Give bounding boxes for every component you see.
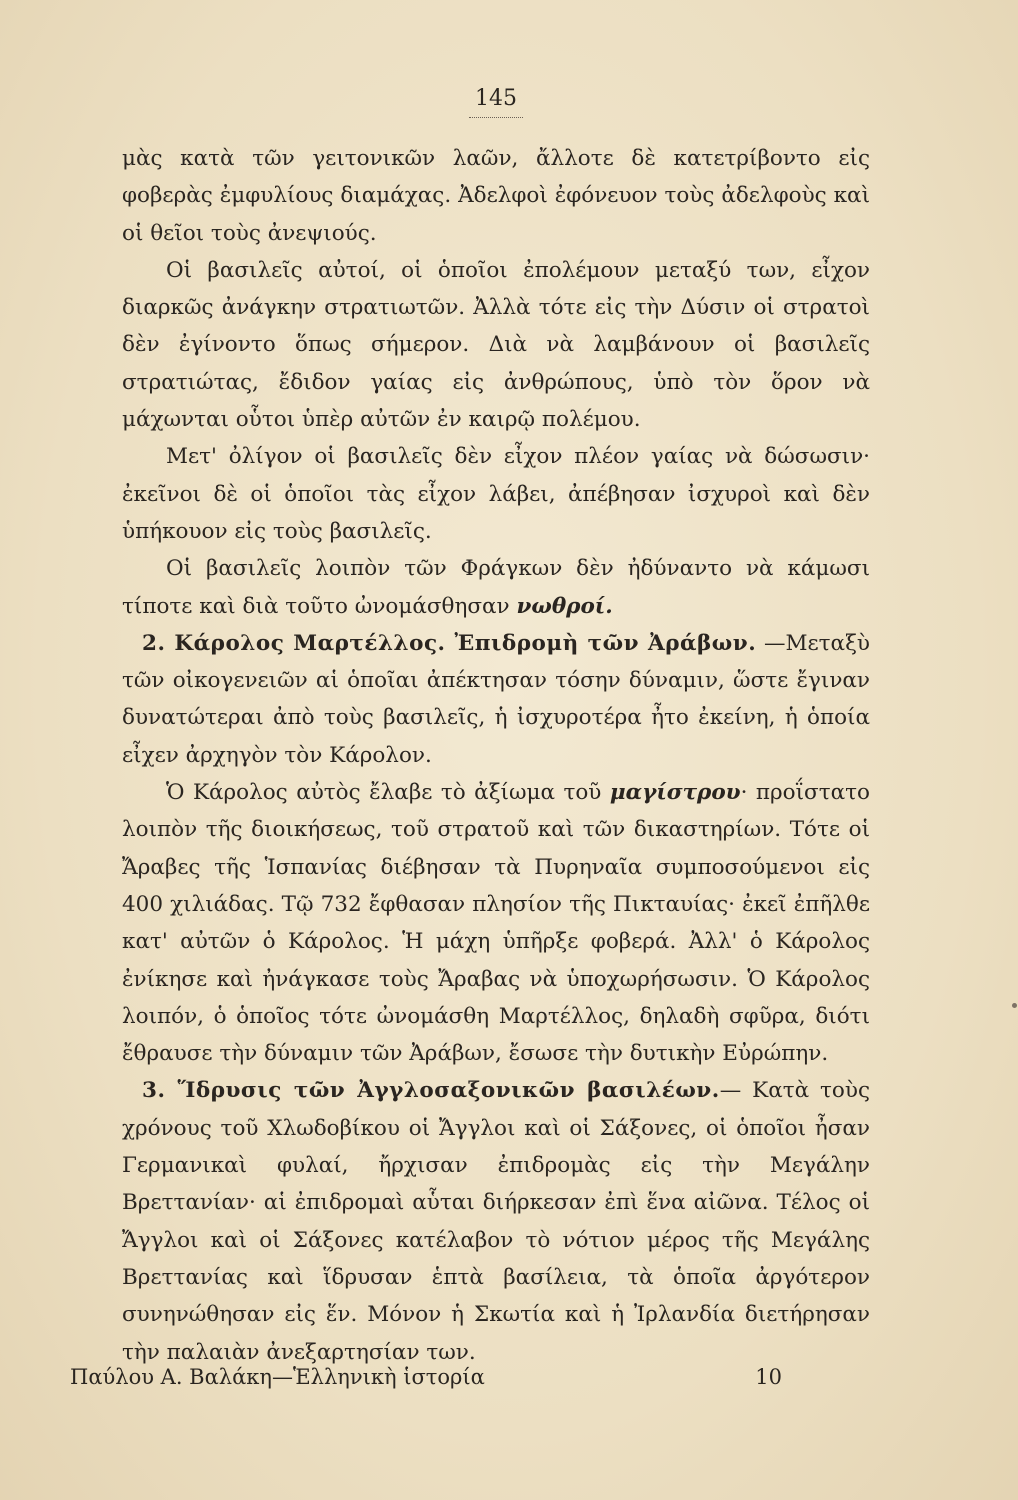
ink-spot [1012, 1003, 1017, 1008]
paragraph-2: Οἱ βασιλεῖς αὐτοί, οἱ ὁποῖοι ἐπολέμουν μεταξύ των, εἶχον διαρκῶς ἀνάγκην στρατιωτῶν. Ἀλλὰ τότε εἰς τὴν Δύσιν οἱ στρατοὶ δὲν ἐγίνοντο ὅπως σήμερον. Διὰ νὰ λαμβάνουν οἱ βασιλεῖς στρατιώτας, ἔδιδον γαίας εἰς ἀνθρώπους, ὑπὸ τὸν ὅρον νὰ μάχωνται οὗτοι ὑπὲρ αὐτῶν ἐν καιρῷ πολέμου. [122, 257, 870, 433]
footer-signature: 10 [755, 1365, 782, 1389]
page-number: 145 [122, 84, 870, 118]
section-2-text: —Μεταξὺ τῶν οἰκογενειῶν αἱ ὁποῖαι ἀπέκτησαν τόσην δύναμιν, ὥστε ἔγιναν δυνατώτεραι ἀπὸ τοὺς βασιλεῖς, ἡ ἰσχυροτέρα ἦτο ἐκείνη, ἡ ὁποία εἶχεν ἀρχηγὸν τὸν Κάρολον. [122, 630, 870, 768]
paragraph-1: μὰς κατὰ τῶν γειτονικῶν λαῶν, ἄλλοτε δὲ κατετρίβοντο εἰς φοβερὰς ἐμφυλίους διαμάχας. Ἀδελφοὶ ἐφόνευον τοὺς ἀδελφοὺς καὶ οἱ θεῖοι τοὺς ἀνεψιούς. [122, 146, 870, 246]
section-2 [122, 625, 870, 774]
body-text [122, 140, 870, 1371]
paragraph-4 [122, 550, 870, 625]
paragraph-5-text-a: Ὁ Κάρολος αὐτὸς ἔλαβε τὸ ἀξίωμα τοῦ [166, 780, 610, 806]
paragraph-5-text-b: · προΐστατο λοιπὸν τῆς διοικήσεως, τοῦ στρατοῦ καὶ τῶν δικαστηρίων. Τότε οἱ Ἄραβες τῆς Ἱσπανίας διέβησαν τὰ Πυρηναῖα συμποσούμενοι εἰς 400 χιλιάδας. Τῷ 732 ἔφθασαν πλησίον τῆς Πικταυίας· ἐκεῖ ἐπῆλθε κατ' αὐτῶν ὁ Κάρολος. Ἡ μάχη ὑπῆρξε φοβερά. Ἀλλ' ὁ Κάρολος ἐνίκησε καὶ ἠνάγκασε τοὺς Ἄραβας νὰ ὑποχωρήσωσιν. Ὁ Κάρολος λοιπόν, ὁ ὁποῖος τότε ὠνομάσθη Μαρτέλλος, δηλαδὴ σφῦρα, διότι ἔθραυσε τὴν δύναμιν τῶν Ἀράβων, ἔσωσε τὴν δυτικὴν Εὐρώπην. [122, 780, 870, 1067]
paragraph-3: Μετ' ὀλίγον οἱ βασιλεῖς δὲν εἶχον πλέον γαίας νὰ δώσωσιν· ἐκεῖνοι δὲ οἱ ὁποῖοι τὰς εἶχον λάβει, ἀπέβησαν ἰσχυροὶ καὶ δὲν ὑπήκουον εἰς τοὺς βασιλεῖς. [122, 444, 870, 544]
section-2-heading: 2. Κάρολος Μαρτέλλος. Ἐπιδρομὴ τῶν Ἀράβων. [142, 630, 757, 656]
section-3-heading: 3. Ἵδρυσις τῶν Ἀγγλοσαξονικῶν βασιλέων. [142, 1078, 720, 1104]
paragraph-5 [122, 774, 870, 1072]
footer-title: Παύλου Α. Βαλάκη—Ἑλληνικὴ ἱστορία [70, 1365, 485, 1389]
page [122, 84, 870, 1371]
paragraph-5-emphasis: μαγίστρου [609, 780, 741, 806]
paragraph-4-text: Οἱ βασιλεῖς λοιπὸν τῶν Φράγκων δὲν ἠδύναντο νὰ κάμωσι τίποτε καὶ διὰ τοῦτο ὠνομάσθησαν [122, 556, 870, 619]
paragraph-4-emphasis: νωθροί. [516, 593, 613, 619]
section-3 [122, 1072, 870, 1370]
section-3-text: — Κατὰ τοὺς χρόνους τοῦ Χλωδοβίκου οἱ Ἄγγλοι καὶ οἱ Σάξονες, οἱ ὁποῖοι ἦσαν Γερμανικαὶ φυλαί, ἤρχισαν ἐπιδρομὰς εἰς τὴν Μεγάλην Βρεττανίαν· αἱ ἐπιδρομαὶ αὗται διήρκεσαν ἐπὶ ἕνα αἰῶνα. Τέλος οἱ Ἄγγλοι καὶ οἱ Σάξονες κατέλαβον τὸ νότιον μέρος τῆς Μεγάλης Βρεττανίας καὶ ἵδρυσαν ἑπτὰ βασίλεια, τὰ ὁποῖα ἀργότερον συνηνώθησαν εἰς ἕν. Μόνον ἡ Σκωτία καὶ ἡ Ἰρλανδία διετήρησαν τὴν παλαιὰν ἀνεξαρτησίαν των. [122, 1078, 870, 1365]
